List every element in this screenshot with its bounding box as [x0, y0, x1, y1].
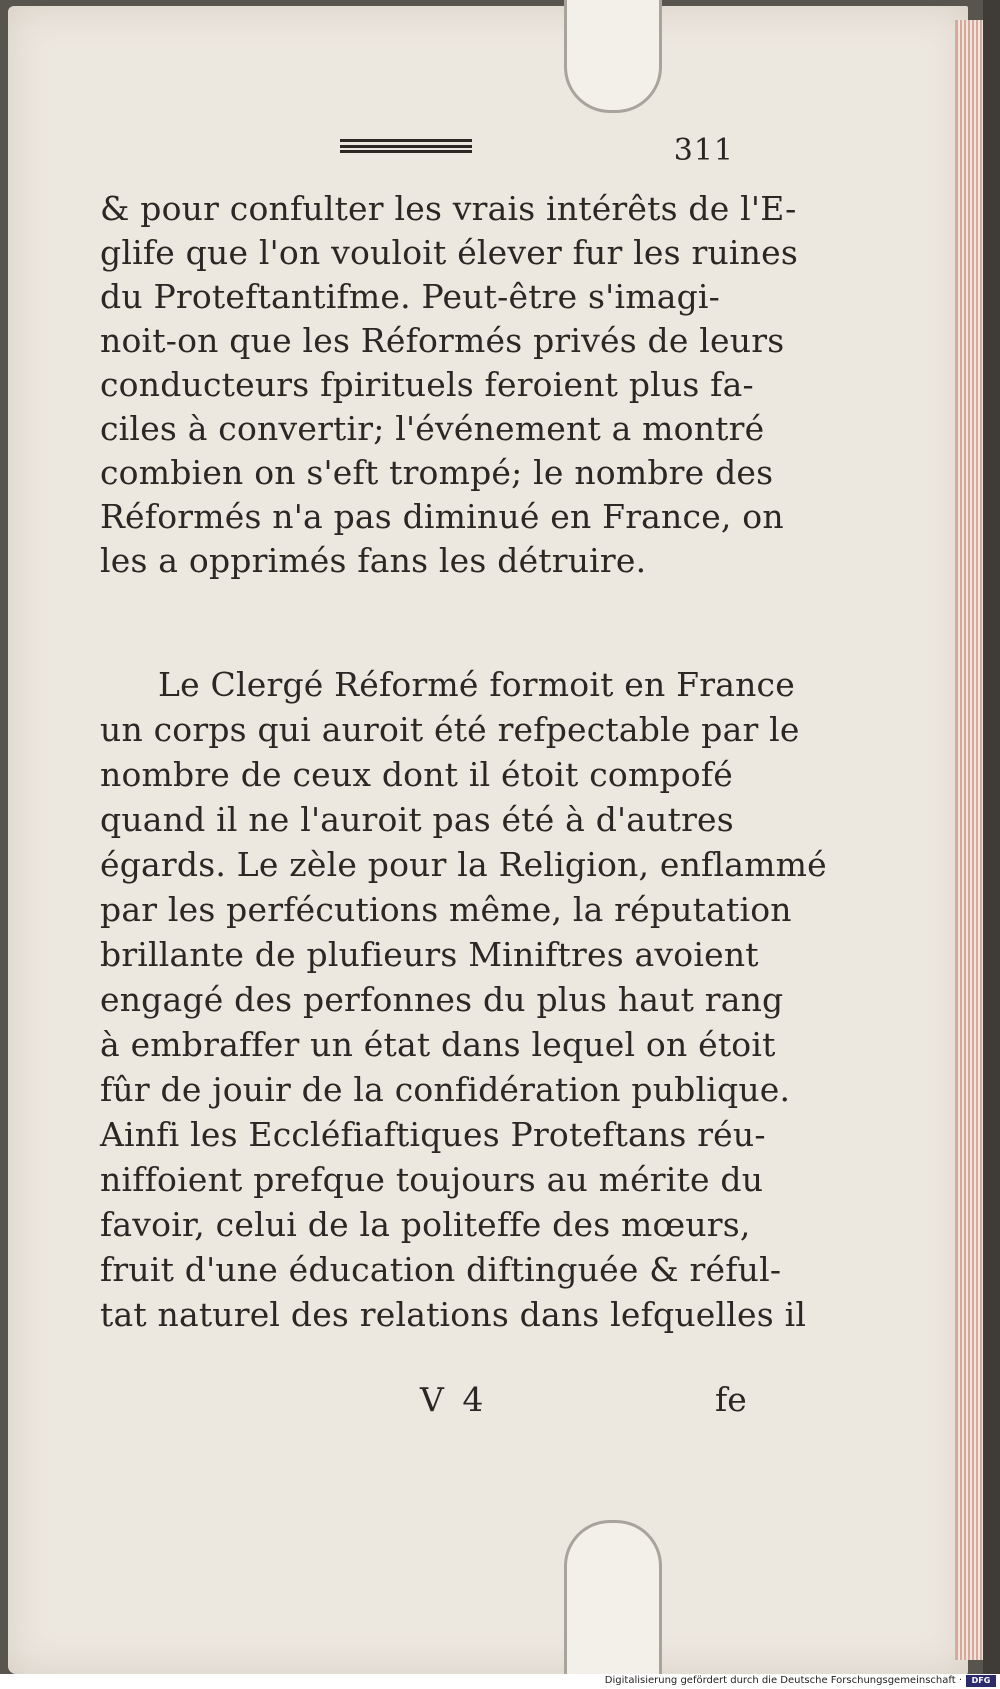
text-line: brillante de plufieurs Miniftres avoient — [100, 935, 759, 974]
text-line: tat naturel des relations dans lefquelles il — [100, 1295, 807, 1334]
page-holder-clip-top — [564, 0, 662, 113]
page-number: 311 — [673, 133, 734, 168]
text-line: combien on s'eft trompé; le nombre des — [100, 453, 774, 492]
text-line: & pour confulter les vrais intérêts de l'E- — [100, 189, 797, 228]
text-line: égards. Le zèle pour la Religion, enflammé — [100, 845, 827, 884]
text-line: glife que l'on vouloit élever fur les ruines — [100, 233, 798, 272]
text-line: fruit d'une éducation diftinguée & réful- — [100, 1250, 782, 1289]
page-holder-clip-bottom — [564, 1520, 662, 1683]
text-line: favoir, celui de la politeffe des mœurs, — [100, 1205, 751, 1244]
text-line: un corps qui auroit été refpectable par le — [100, 710, 800, 749]
text-line: les a opprimés fans les détruire. — [100, 541, 647, 580]
signature-mark: V 4 — [420, 1380, 488, 1419]
dfg-logo-icon: DFG — [966, 1675, 996, 1687]
header-ornament-rule — [340, 139, 472, 153]
text-line: engagé des perfonnes du plus haut rang — [100, 980, 784, 1019]
text-line: nombre de ceux dont il étoit compofé — [100, 755, 733, 794]
text-line: par les perfécutions même, la réputation — [100, 890, 792, 929]
text-line: Le Clergé Réformé formoit en France — [158, 665, 795, 704]
catchword: fe — [715, 1380, 747, 1419]
text-line: Ainfi les Eccléfiaftiques Proteftans réu- — [100, 1115, 766, 1154]
text-line: conducteurs fpirituels feroient plus fa- — [100, 365, 754, 404]
text-line: Réformés n'a pas diminué en France, on — [100, 497, 784, 536]
text-line: noit-on que les Réformés privés de leurs — [100, 321, 785, 360]
page-edges — [955, 20, 984, 1660]
text-line: du Proteftantifme. Peut-être s'imagi- — [100, 277, 720, 316]
text-line: quand il ne l'auroit pas été à d'autres — [100, 800, 734, 839]
text-line: à embraffer un état dans lequel on étoit — [100, 1025, 776, 1064]
text-line: ciles à convertir; l'événement a montré — [100, 409, 765, 448]
book-cover-edge — [983, 0, 1000, 1689]
text-line: fûr de jouir de la confidération publique. — [100, 1070, 791, 1109]
digitization-credit: Digitalisierung gefördert durch die Deutsche Forschungsgemeinschaft · — [604, 1675, 962, 1686]
text-line: niffoient prefque toujours au mérite du — [100, 1160, 764, 1199]
